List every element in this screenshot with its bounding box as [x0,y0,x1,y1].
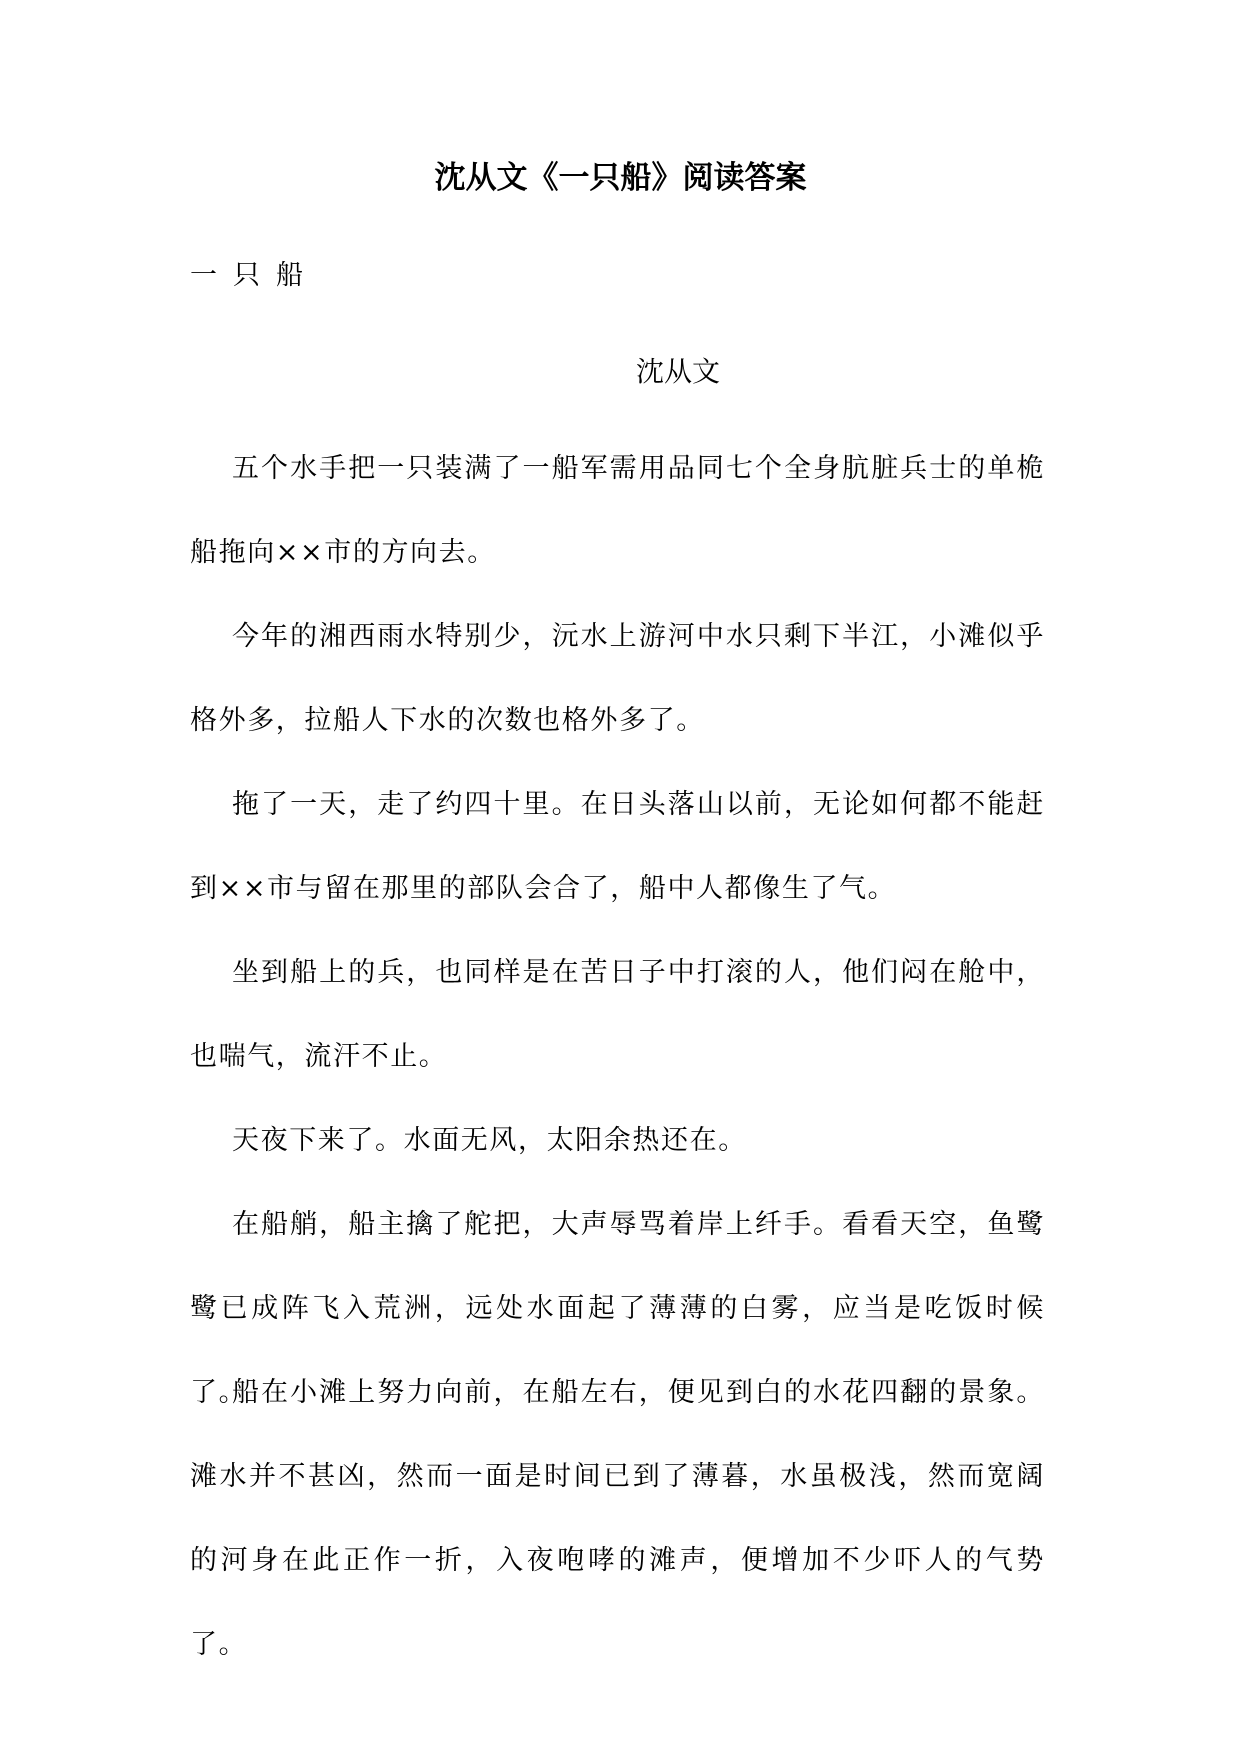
paragraph: 坐到船上的兵，也同样是在苦日子中打滚的人，他们闷在舱中，也喘气，流汗不止。 [190,957,1045,1072]
paragraph: 五个水手把一只装满了一船军需用品同七个全身肮脏兵士的单桅船拖向××市的方向去。 [190,453,1045,568]
author-name: 沈从文 [635,355,720,388]
paragraph: 在船艄，船主擒了舵把，大声辱骂着岸上纤手。看看天空，鱼鹭鹭已成阵飞入荒洲，远处水面起了薄薄的白雾，应当是吃饭时候了。 [190,1209,1045,1408]
paragraph: 今年的湘西雨水特别少，沅水上游河中水只剩下半江，小滩似乎格外多，拉船人下水的次数也格外多了。 [190,621,1045,736]
paragraph: 天夜下来了。水面无风，太阳余热还在。 [232,1125,747,1156]
paragraph: 船在小滩上努力向前，在船左右，便见到白的水花四翻的景象。滩水并不甚凶，然而一面是时间已到了薄暮，水虽极浅，然而宽阔的河身在此正作一折，入夜咆哮的滩声，便增加不少吓人的气势了。 [190,1377,1045,1660]
section-heading: 一只船 [190,260,319,291]
document-title: 沈从文《一只船》阅读答案 [434,160,807,196]
paragraph: 拖了一天，走了约四十里。在日头落山以前，无论如何都不能赶到××市与留在那里的部队会合了，船中人都像生了气。 [190,789,1045,904]
